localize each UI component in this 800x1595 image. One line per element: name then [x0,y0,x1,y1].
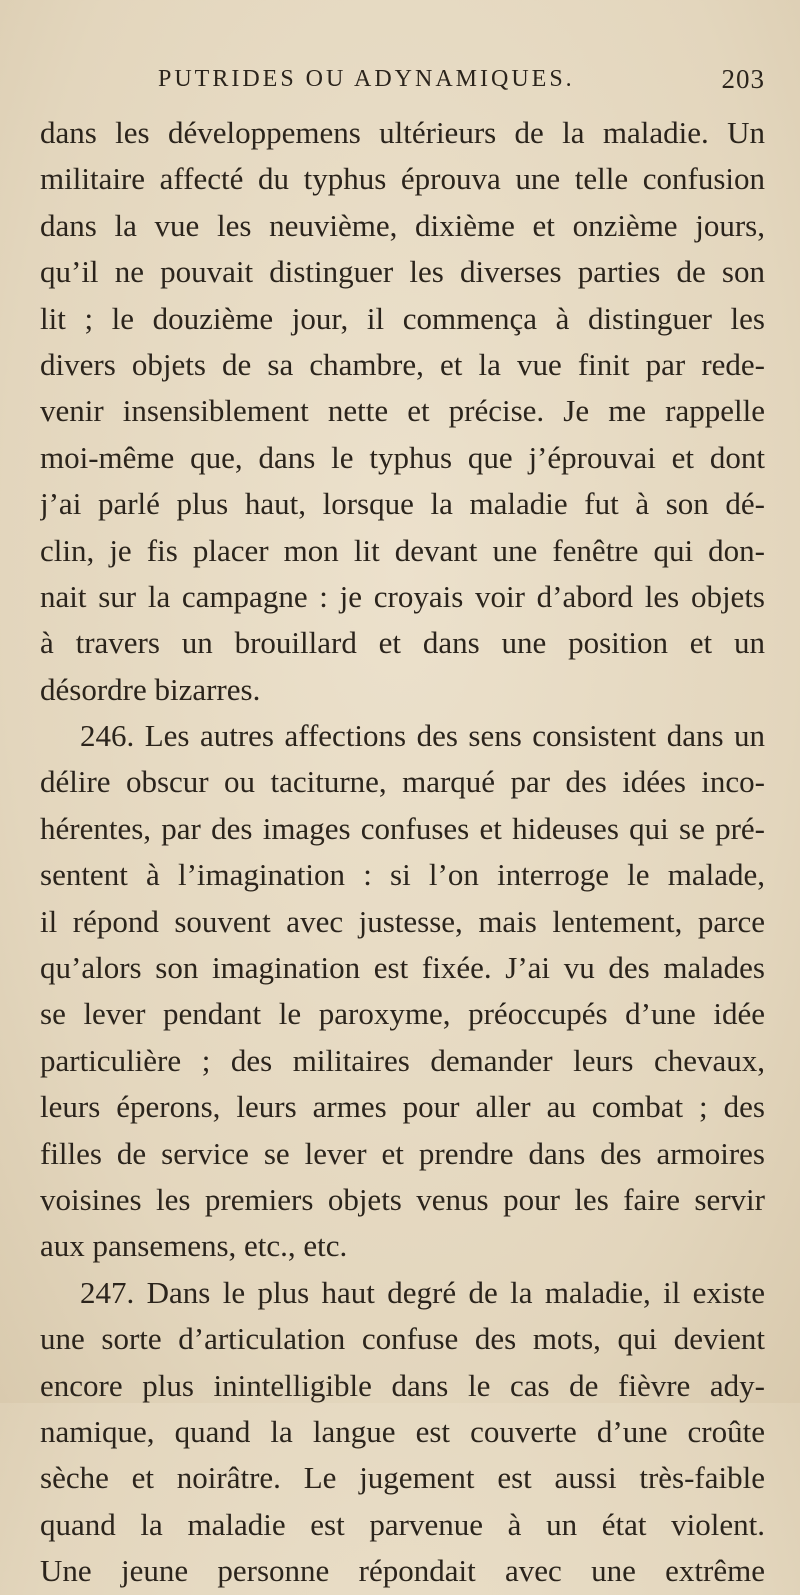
text-line: divers objets de sa chambre, et la vue finit par rede- [40,346,765,382]
text-line: namique, quand la langue est couverte d’une croûte [40,1413,765,1449]
text-line: aux pansemens, etc., etc. [40,1228,348,1264]
text-line: une sorte d’articulation confuse des mots, qui devient [40,1321,765,1357]
text-line: dans la vue les neuvième, dixième et onzième jours, [40,207,765,243]
text-line: lit ; le douzième jour, il commença à distinguer les [40,300,765,336]
text-line: 247. Dans le plus haut degré de la maladie, il existe [80,1274,765,1310]
text-line: se lever pendant le paroxyme, préoccupés d’une idée [40,996,765,1032]
text-line: délire obscur ou taciturne, marqué par des idées inco- [40,764,765,800]
text-line: dans les développemens ultérieurs de la maladie. Un [40,115,765,150]
text-line: 246. Les autres affections des sens consistent dans un [80,718,765,754]
text-line: quand la maladie est parvenue à un état violent. [40,1506,765,1542]
text-line: clin, je fis placer mon lit devant une fenêtre qui don- [40,532,765,568]
text-line: qu’il ne pouvait distinguer les diverses parties de son [40,254,765,290]
body-text [40,110,765,1595]
text-line: militaire affecté du typhus éprouva une telle confusion [40,161,765,197]
text-line: désordre bizarres. [40,671,261,707]
text-line: particulière ; des militaires demander leurs chevaux, [40,1042,765,1078]
text-line: sentent à l’imagination : si l’on interroge le malade, [40,857,765,893]
text-line: leurs éperons, leurs armes pour aller au combat ; des [40,1089,765,1125]
running-title: PUTRIDES OU ADYNAMIQUES. [158,66,575,92]
text-line: il répond souvent avec justesse, mais lentement, parce [40,903,765,939]
text-line: moi-même que, dans le typhus que j’éprouvai et dont [40,439,765,475]
page-number: 203 [721,64,765,94]
text-line: voisines les premiers objets venus pour les faire servir [40,1181,765,1217]
text-line: sèche et noirâtre. Le jugement est aussi très-faible [40,1460,765,1496]
book-page [40,60,765,1589]
text-line: j’ai parlé plus haut, lorsque la maladie fut à son dé- [40,486,765,522]
text-line: nait sur la campagne : je croyais voir d’abord les objets [40,578,765,614]
text-line: encore plus inintelligible dans le cas de fièvre ady- [40,1367,765,1403]
text-line: hérentes, par des images confuses et hideuses qui se pré- [40,810,765,846]
text-line: à travers un brouillard et dans une position et un [40,625,765,661]
text-line: venir insensiblement nette et précise. Je me rappelle [40,393,765,429]
text-line: filles de service se lever et prendre dans des armoires [40,1135,765,1171]
text-line: qu’alors son imagination est fixée. J’ai vu des malades [40,950,765,986]
text-line: Une jeune personne répondait avec une extrême [40,1553,765,1589]
running-header [40,60,765,100]
